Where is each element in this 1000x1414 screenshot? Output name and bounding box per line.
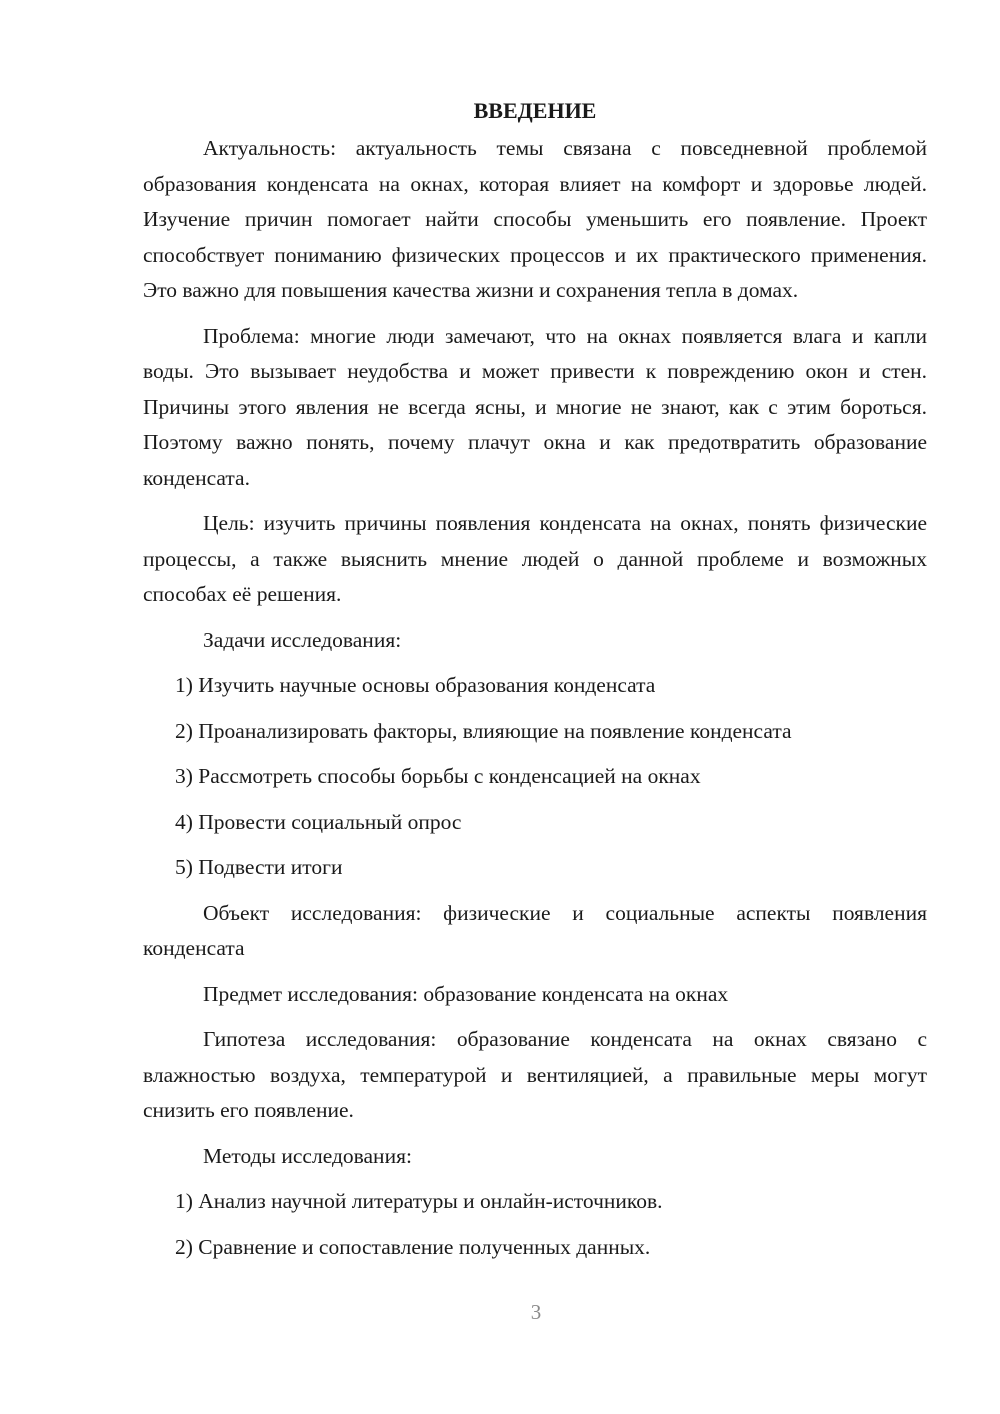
methods-label: Методы исследования:	[203, 1143, 412, 1168]
list-item: 4) Провести социальный опрос	[175, 809, 462, 834]
page-number: 3	[530, 1300, 542, 1324]
relevance-paragraph: Актуальность: актуальность темы связана с повседневной проблемой образования конденсата на окнах, которая влияет на комфорт и здоровье людей. Изучение причин помогает найти способы уменьшить его появление. Проект способствует пониманию физических процессов и их практического применения. Это важно для повышения качества жизни и сохранения тепла в домах.	[143, 136, 927, 302]
list-item: 2) Проанализировать факторы, влияющие на появление конденсата	[175, 718, 792, 743]
methods-list	[143, 1184, 927, 1265]
problem-paragraph: Проблема: многие люди замечают, что на окнах появляется влага и капли воды. Это вызывает неудобства и может привести к повреждению окон и стен. Причины этого явления не всегда ясны, и многие не знают, как с этим бороться. Поэтому важно понять, почему плачут окна и как предотвратить образование конденсата.	[143, 323, 927, 490]
list-item: 1) Изучить научные основы образования конденсата	[175, 673, 656, 697]
page-title: ВВЕДЕНИЕ	[473, 98, 597, 123]
subject-paragraph: Предмет исследования: образование конденсата на окнах	[203, 981, 729, 1006]
object-paragraph: Объект исследования: физические и социальные аспекты появления конденсата	[143, 900, 927, 960]
page-content	[143, 96, 927, 1275]
list-item: 1) Анализ научной литературы и онлайн-источников.	[175, 1189, 663, 1213]
goal-paragraph: Цель: изучить причины появления конденсата на окнах, понять физические процессы, а также выяснить мнение людей о данной проблеме и возможных способах её решения.	[143, 511, 927, 606]
tasks-label: Задачи исследования:	[203, 627, 402, 652]
list-item: 2) Сравнение и сопоставление полученных данных.	[175, 1234, 651, 1259]
list-item: 5) Подвести итоги	[175, 855, 343, 879]
list-item: 3) Рассмотреть способы борьбы с конденсацией на окнах	[175, 764, 701, 788]
hypothesis-paragraph: Гипотеза исследования: образование конденсата на окнах связано с влажностью воздуха, температурой и вентиляцией, а правильные меры могут снизить его появление.	[143, 1027, 927, 1122]
tasks-list	[143, 668, 927, 886]
